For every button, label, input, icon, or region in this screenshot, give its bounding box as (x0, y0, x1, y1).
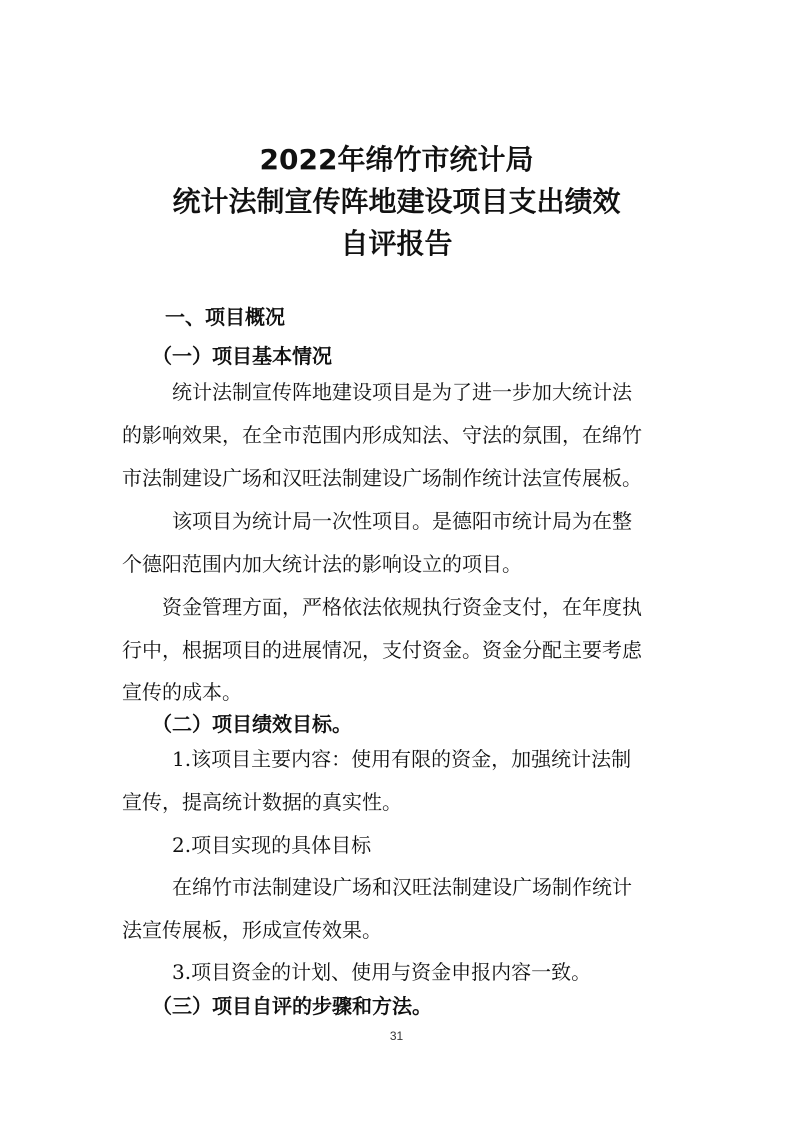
title-line-1: 2022年绵竹市统计局 (259, 143, 534, 176)
subsection-heading-3: （三）项目自评的步骤和方法。 (152, 994, 432, 1018)
paragraph-1-line-3: 市法制建设广场和汉旺法制建设广场制作统计法宣传展板。 (122, 466, 642, 490)
subsection-heading-2: （二）项目绩效目标。 (152, 712, 352, 736)
paragraph-2-line-2: 个德阳范围内加大统计法的影响设立的项目。 (122, 552, 522, 576)
paragraph-2-line-1: 该项目为统计局一次性项目。是德阳市统计局为在整 (172, 509, 632, 533)
goal-3-line: 3.项目资金的计划、使用与资金申报内容一致。 (172, 960, 592, 984)
goal-1-line-2: 宣传，提高统计数据的真实性。 (122, 790, 402, 814)
page-number: 31 (389, 1029, 404, 1043)
goal-1-line-1: 1.该项目主要内容：使用有限的资金，加强统计法制 (172, 747, 632, 771)
paragraph-3-line-1: 资金管理方面，严格依法依规执行资金支付，在年度执 (162, 595, 642, 619)
goal-2-line-1: 在绵竹市法制建设广场和汉旺法制建设广场制作统计 (172, 875, 632, 899)
paragraph-1-line-2: 的影响效果，在全市范围内形成知法、守法的氛围，在绵竹 (122, 423, 642, 447)
section-heading-1: 一、项目概况 (165, 305, 285, 329)
title-line-2: 统计法制宣传阵地建设项目支出绩效 (172, 185, 621, 218)
paragraph-1-line-1: 统计法制宣传阵地建设项目是为了进一步加大统计法 (172, 380, 632, 404)
title-line-3: 自评报告 (340, 227, 453, 260)
goal-2-heading: 2.项目实现的具体目标 (172, 833, 372, 857)
paragraph-3-line-3: 宣传的成本。 (122, 680, 242, 704)
subsection-heading-1: （一）项目基本情况 (152, 344, 332, 368)
paragraph-3-line-2: 行中，根据项目的进展情况，支付资金。资金分配主要考虑 (122, 638, 642, 662)
goal-2-line-2: 法宣传展板，形成宣传效果。 (122, 918, 382, 942)
